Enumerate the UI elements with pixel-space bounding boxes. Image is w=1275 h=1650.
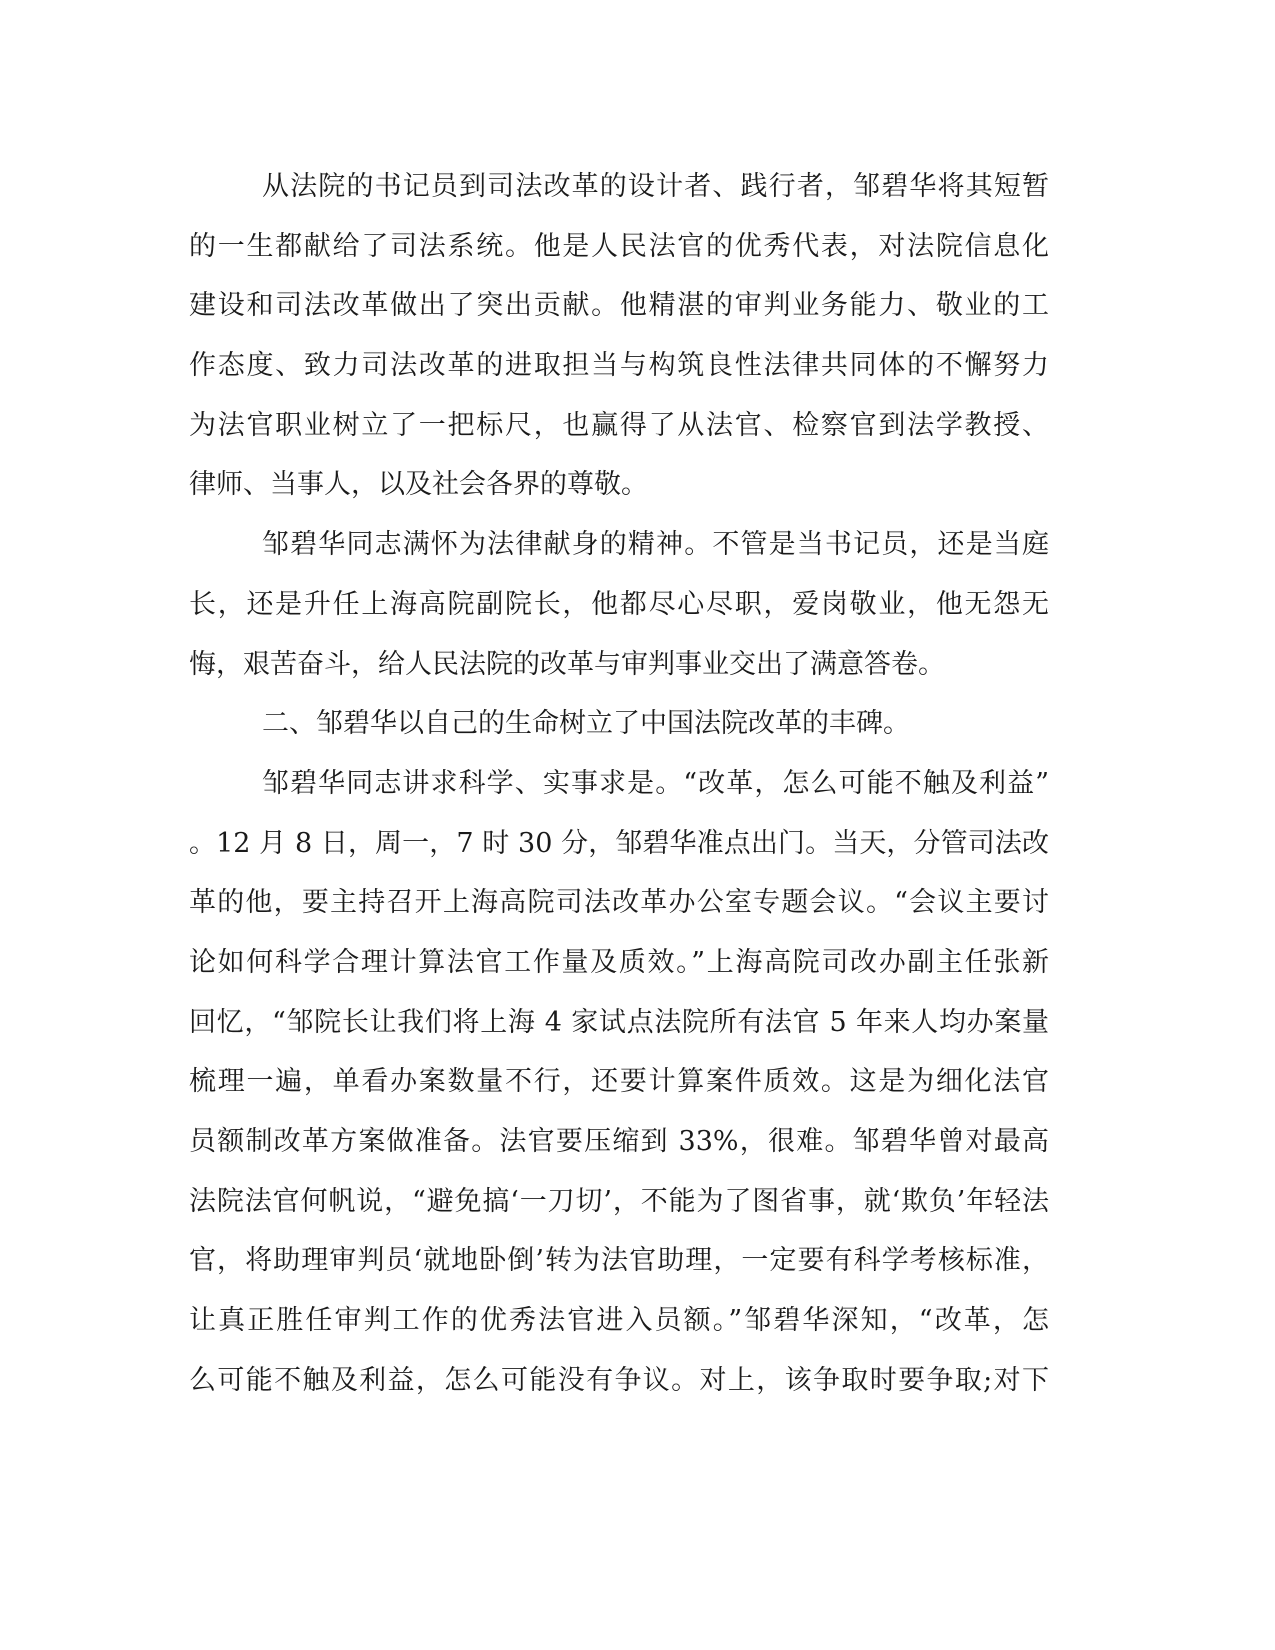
paragraph-3-line-3: 革的他，要主持召开上海高院司法改革办公室专题会议。“会议主要讨 — [189, 887, 1049, 919]
paragraph-3-line-9: 官，将助理审判员‘就地卧倒’转为法官助理，一定要有科学考核标准， — [189, 1245, 1049, 1277]
paragraph-3-line-2: 。12 月 8 日，周一，7 时 30 分，邹碧华准点出门。当天，分管司法改 — [189, 827, 1049, 859]
paragraph-3-line-10: 让真正胜任审判工作的优秀法官进入员额。”邹碧华深知，“改革，怎 — [189, 1305, 1049, 1337]
paragraph-3-line-7: 员额制改革方案做准备。法官要压缩到 33%，很难。邹碧华曾对最高 — [189, 1126, 1049, 1157]
paragraph-3-line-4: 论如何科学合理计算法官工作量及质效。”上海高院司改办副主任张新 — [189, 946, 1049, 978]
paragraph-3-line-6: 梳理一遍，单看办案数量不行，还要计算案件质效。这是为细化法官 — [189, 1066, 1049, 1098]
paragraph-3-line-5: 回忆，“邹院长让我们将上海 4 家试点法院所有法官 5 年来人均办案量 — [189, 1006, 1049, 1038]
paragraph-1-line-1: 从法院的书记员到司法改革的设计者、践行者，邹碧华将其短暂 — [262, 171, 1049, 202]
paragraph-1-line-4: 作态度、致力司法改革的进取担当与构筑良性法律共同体的不懈努力 — [189, 350, 1049, 382]
section-heading-2: 二、邹碧华以自己的生命树立了中国法院改革的丰碑。 — [262, 708, 910, 740]
paragraph-1-line-3: 建设和司法改革做出了突出贡献。他精湛的审判业务能力、敬业的工 — [189, 290, 1049, 322]
paragraph-2-line-1: 邹碧华同志满怀为法律献身的精神。不管是当书记员，还是当庭 — [262, 529, 1049, 561]
paragraph-1-line-2: 的一生都献给了司法系统。他是人民法官的优秀代表，对法院信息化 — [189, 230, 1049, 262]
paragraph-3-line-8: 法院法官何帆说，“避免搞‘一刀切’，不能为了图省事，就‘欺负’年轻法 — [189, 1185, 1049, 1217]
paragraph-1-line-6: 律师、当事人，以及社会各界的尊敬。 — [189, 469, 648, 501]
document-body — [189, 157, 1049, 1410]
paragraph-2-line-2: 长，还是升任上海高院副院长，他都尽心尽职，爱岗敬业，他无怨无 — [189, 588, 1049, 620]
paragraph-3-line-11: 么可能不触及利益，怎么可能没有争议。对上，该争取时要争取;对下 — [189, 1364, 1049, 1396]
paragraph-3-line-1: 邹碧华同志讲求科学、实事求是。“改革，怎么可能不触及利益” — [262, 767, 1049, 799]
paragraph-2-line-3: 悔，艰苦奋斗，给人民法院的改革与审判事业交出了满意答卷。 — [189, 648, 945, 680]
paragraph-1-line-5: 为法官职业树立了一把标尺，也赢得了从法官、检察官到法学教授、 — [189, 409, 1049, 441]
